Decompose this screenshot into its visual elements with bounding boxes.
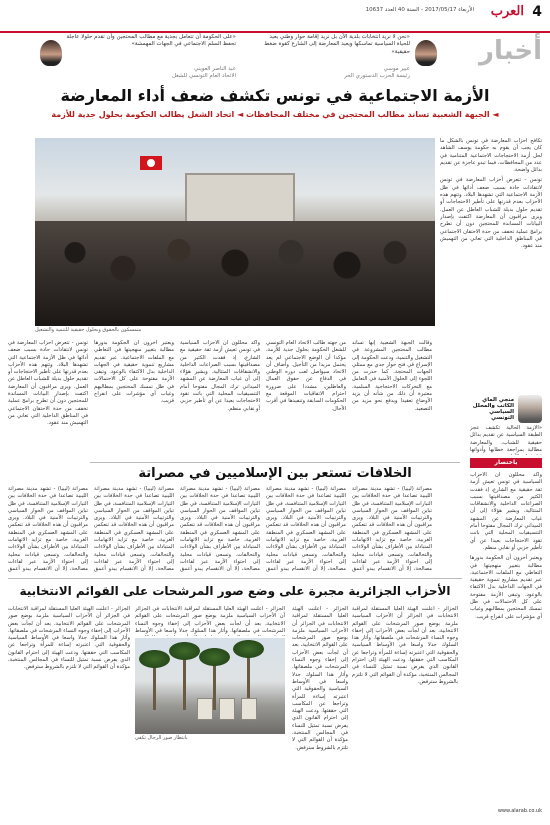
article-column	[266, 340, 346, 458]
article-column	[180, 486, 260, 572]
paragraph: مصراتة (ليبيا) - تشهد مدينة مصراتة الليبية تصاعدا في حدة الخلافات بين التيارات الإسلامية المتنافسة، في ظل تباين المواقف من الحوار السياسي والترتيبات الأمنية في البلاد. ويرى مراقبون أن هذه الخلافات قد تنعكس على المشهد العسكري في المنطقة الغربية، خاصة مع تزايد الاتهامات المتبادلة بين الأطراف بشأن الولاءات والتحالفات. وتسعى قيادات محلية إلى احتواء الأزمة عبر لقاءات مصالحة، إلا أن الانقسام يبدو أعمق	[180, 486, 260, 572]
avatar	[40, 40, 62, 66]
tunisian-flag-icon	[140, 156, 162, 170]
sidebar-quote-text: «الأزمة الحالية تكشف عجز الطبقة السياسية عن تقديم بدائل حقيقية للشباب، والمعارضة مطالبة بمراجعة خطابها وأدواتها	[470, 425, 542, 453]
lead-text: تكافح أحزاب المعارضة في تونس بالشكل ما كان يجب أن يقوم به حكومة يوسف الشاهد لحل أزمة الاحتجاجات الاجتماعية المتنامية في عدد من المحافظات، فيما تبدو عاجزة عن تقديم بدائل واضحة.	[440, 138, 542, 174]
page-number: 4	[532, 4, 542, 20]
article-headline: الأحزاب الجزائرية مجبرة على وضع صور المرشحات على القوائم الانتخابية	[19, 584, 451, 598]
paragraph: مصراتة (ليبيا) - تشهد مدينة مصراتة الليبية تصاعدا في حدة الخلافات بين التيارات الإسلامية المتنافسة، في ظل تباين المواقف من الحوار السياسي والترتيبات الأمنية في البلاد. ويرى مراقبون أن هذه الخلافات قد تنعكس على المشهد العسكري في المنطقة الغربية، خاصة مع تزايد الاتهامات المتبادلة بين الأطراف بشأن الولاءات والتحالفات. وتسعى قيادات محلية إلى احتواء الأزمة عبر لقاءات مصالحة، إلا أن الانقسام يبدو أعمق	[266, 486, 346, 572]
article-column	[266, 486, 346, 572]
paragraph: وأكد محللون أن الأحزاب السياسية في تونس تعيش أزمة ثقة حقيقية مع الشارع، إذ فقدت الكثير من مصداقيتها بسبب الصراعات الداخلية والانشقاقات المتتالية. ويشير هؤلاء إلى أن غياب المعارضة عن المشهد الميداني ترك المجال مفتوحا أمام التنسيقيات المحلية التي باتت تقود الاحتجاجات بعيدا عن أي تأطير حزبي أو نقابي منظم.	[470, 472, 542, 551]
election-photo	[135, 638, 285, 734]
paragraph: الجزائر - أعلنت الهيئة العليا المستقلة لمراقبة الانتخابات في الجزائر أن الأحزاب السياسية ملزمة بوضع صور المرشحات على القوائم الانتخابية، بعد أن لجأت بعض الأحزاب إلى إخفاء وجوه النساء المرشحات في ملصقاتها. وأثار هذا السلوك جدلا واسعا في الأوساط السياسية والحقوقية التي اعتبرته إساءة للمرأة وتراجعا عن المكاسب التي حققتها. ودعت الهيئة إلى احترام القانون الذي يفرض نسبة تمثيل للنساء في المجالس المنتخبة، مؤكدة أن القوائم التي لا تلتزم بالشروط سترفض.	[352, 606, 458, 685]
article-column	[8, 606, 130, 806]
article-column	[94, 486, 174, 572]
paragraph: من جهته طالب الاتحاد العام التونسي للشغل الحكومة بحلول جدية للأزمة، مؤكدا أن الوضع الاجتماعي لم يعد يحتمل مزيدا من التأجيل. وأضاف أن الاتحاد سيواصل لعب دوره الوطني في الدفاع عن حقوق العمال والعاطلين، مشددا على ضرورة احترام الاتفاقيات الموقعة مع الحكومات السابقة وتنفيذها في أقرب الآجال.	[266, 340, 346, 412]
pull-quote	[255, 32, 410, 80]
author-portrait	[518, 395, 542, 423]
palm-tree-shape	[213, 660, 216, 710]
subheadline: ◄ الجبهة الشعبية تساند مطالب المحتجين في مختلف المحافظات ◄ اتحاد الشغل يطالب الحكومة بحلول جدية للأزمة	[51, 110, 499, 119]
quote-name: عبير موسي	[383, 66, 410, 72]
dateline: الأربعاء 2017/05/17 - السنة 40 العدد 10637	[365, 7, 474, 13]
photo-caption: متمسكون بالحقوق وبحلول حقيقية للتنمية والتشغيل	[35, 327, 142, 333]
protest-photo	[35, 138, 435, 326]
lead-paragraph	[372, 130, 542, 136]
campaign-board-shape	[241, 698, 257, 720]
article-column	[352, 486, 432, 572]
quote-text: «نحن لا نريد انتخابات بلدية الآن بل نريد إقامة حوار وطني يعيد للحياة السياسية تماسكها ويعيد المعارضة إلى الشارع كقوة ضغط حقيقية»	[264, 34, 410, 55]
main-headline: الأزمة الاجتماعية في تونس تكشف ضعف أداء المعارضة	[60, 86, 490, 105]
quote-text: «على الحكومة أن تتعامل بجدية مع مطالب المحتجين وأن تقدم حلولا عاجلة تحفظ السلم الاجتماعي في الجهات المهمشة»	[66, 34, 236, 48]
photo-caption: بانتظار صور الرجال تكفي	[135, 735, 188, 741]
palm-tree-shape	[153, 662, 156, 710]
paragraph: وأكد محللون أن الأحزاب السياسية في تونس تعيش أزمة ثقة حقيقية مع الشارع، إذ فقدت الكثير من مصداقيتها بسبب الصراعات الداخلية والانشقاقات المتتالية. ويشير هؤلاء إلى أن غياب المعارضة عن المشهد الميداني ترك المجال مفتوحا أمام التنسيقيات المحلية التي باتت تقود الاحتجاجات بعيدا عن أي تأطير حزبي أو نقابي منظم.	[180, 340, 260, 412]
article-column	[8, 340, 88, 458]
paragraph: تونس - تتعرض أحزاب المعارضة في تونس لانتقادات حادة بسبب ضعف أدائها في ظل الأزمة الاجتماعية التي تشهدها البلاد. وتتهم هذه الأحزاب بعدم قدرتها على تأطير الاحتجاجات أو تقديم حلول بديلة للشباب العاطل عن العمل. ويرى مراقبون أن المعارضة اكتفت بإصدار البيانات المساندة للمحتجين دون أن تطرح برامج عملية تخفف من حدة الاحتقان الاجتماعي في المناطق الداخلية التي تعاني من التهميش منذ عقود.	[8, 340, 88, 427]
campaign-board-shape	[219, 698, 235, 720]
article-column	[180, 340, 260, 458]
article-headline: الخلافات تستعر بين الإسلاميين في مصراتة	[138, 466, 412, 481]
divider	[8, 578, 462, 579]
article-column	[94, 340, 174, 458]
avatar	[415, 40, 437, 66]
paragraph: الجزائر - أعلنت الهيئة العليا المستقلة لمراقبة الانتخابات في الجزائر أن الأحزاب السياسية ملزمة بوضع صور المرشحات على القوائم الانتخابية، بعد أن لجأت بعض الأحزاب إلى إخفاء وجوه النساء المرشحات في ملصقاتها. وأثار هذا السلوك جدلا واسعا في الأوساط السياسية والحقوقية التي اعتبرته إساءة للمرأة وتراجعا عن المكاسب التي حققتها. ودعت الهيئة إلى احترام القانون الذي يفرض نسبة تمثيل للنساء في المجالس المنتخبة، مؤكدة أن القوائم التي لا تلتزم بالشروط سترفض.	[8, 606, 130, 671]
sidebar-label: باختصار	[470, 458, 542, 468]
paragraph: الجزائر - أعلنت الهيئة العليا المستقلة لمراقبة الانتخابات في الجزائر أن الأحزاب السياسية ملزمة بوضع صور المرشحات على القوائم الانتخابية، بعد أن لجأت بعض الأحزاب إلى إخفاء وجوه النساء المرشحات في ملصقاتها. وأثار هذا السلوك جدلا واسعا في الأوساط	[135, 606, 285, 634]
masthead	[0, 0, 550, 33]
article-column	[8, 486, 88, 572]
sidebar-column	[470, 472, 542, 802]
paragraph: وقالت الجبهة الشعبية إنها تساند مطالب المحتجين المشروعة في التشغيل والتنمية، ودعت الحكومة إلى الإسراع في فتح حوار جدي مع ممثلي الجهات المحتجة. كما حذرت من اللجوء إلى الحلول الأمنية في التعامل مع التحركات الاحتجاجية السلمية، معتبرة أن ذلك من شأنه أن يزيد الأوضاع تعقيدا ويدفع نحو مزيد من التصعيد.	[352, 340, 432, 412]
quote-role: الاتحاد العام التونسي للشغل	[171, 73, 236, 79]
quote-name: عبد الناصر العويني	[193, 66, 236, 72]
author-name: منجي الماي الكاتب والمحلل السياسي التونسي	[472, 397, 514, 421]
paragraph: مصراتة (ليبيا) - تشهد مدينة مصراتة الليبية تصاعدا في حدة الخلافات بين التيارات الإسلامية المتنافسة، في ظل تباين المواقف من الحوار السياسي والترتيبات الأمنية في البلاد. ويرى مراقبون أن هذه الخلافات قد تنعكس على المشهد العسكري في المنطقة الغربية، خاصة مع تزايد الاتهامات المتبادلة بين الأطراف بشأن الولاءات والتحالفات. وتسعى قيادات محلية إلى احتواء الأزمة عبر لقاءات مصالحة، إلا أن الانقسام يبدو أعمق	[94, 486, 174, 572]
paragraph: ويعتبر آخرون أن الحكومة بدورها مطالبة بتغيير منهجيتها في التعاطي مع الملفات الاجتماعية، عبر تقديم مشاريع تنموية حقيقية في الجهات الداخلية بدل الاكتفاء بالوعود. وتبقى الأزمة مفتوحة على كل الاحتمالات في ظل تمسك المحتجين بمطالبهم وغياب أي مؤشرات على انفراج قريب.	[94, 340, 174, 405]
paragraph: الجزائر - أعلنت الهيئة العليا المستقلة لمراقبة الانتخابات في الجزائر أن الأحزاب السياسية ملزمة بوضع صور المرشحات على القوائم الانتخابية، بعد أن لجأت بعض الأحزاب إلى إخفاء وجوه النساء المرشحات في ملصقاتها. وأثار هذا السلوك جدلا واسعا في الأوساط السياسية والحقوقية التي اعتبرته إساءة للمرأة وتراجعا عن المكاسب التي حققتها. ودعت الهيئة إلى احترام القانون الذي يفرض نسبة تمثيل للنساء في المجالس المنتخبة، مؤكدة أن القوائم التي لا تلتزم بالشروط سترفض.	[292, 606, 348, 751]
quote-role: رئيسة الحزب الدستوري الحر	[344, 73, 410, 79]
pull-quote	[66, 32, 236, 80]
divider	[90, 462, 460, 463]
section-title: أخبار	[479, 36, 542, 66]
campaign-board-shape	[197, 698, 213, 720]
paragraph: مصراتة (ليبيا) - تشهد مدينة مصراتة الليبية تصاعدا في حدة الخلافات بين التيارات الإسلامية المتنافسة، في ظل تباين المواقف من الحوار السياسي والترتيبات الأمنية في البلاد. ويرى مراقبون أن هذه الخلافات قد تنعكس على المشهد العسكري في المنطقة الغربية، خاصة مع تزايد الاتهامات المتبادلة بين الأطراف بشأن الولاءات والتحالفات. وتسعى قيادات محلية إلى احتواء الأزمة عبر لقاءات مصالحة، إلا أن الانقسام يبدو أعمق	[8, 486, 88, 572]
paragraph: مصراتة (ليبيا) - تشهد مدينة مصراتة الليبية تصاعدا في حدة الخلافات بين التيارات الإسلامية المتنافسة، في ظل تباين المواقف من الحوار السياسي والترتيبات الأمنية في البلاد. ويرى مراقبون أن هذه الخلافات قد تنعكس على المشهد العسكري في المنطقة الغربية، خاصة مع تزايد الاتهامات المتبادلة بين الأطراف بشأن الولاءات والتحالفات. وتسعى قيادات محلية إلى احتواء الأزمة عبر لقاءات مصالحة، إلا أن الانقسام يبدو أعمق	[352, 486, 432, 572]
article-column	[352, 606, 458, 806]
crowd-shape	[35, 221, 435, 326]
sidebar-quote	[470, 425, 542, 455]
paragraph: ويعتبر آخرون أن الحكومة بدورها مطالبة بتغيير منهجيتها في التعاطي مع الملفات الاجتماعية، عبر تقديم مشاريع تنموية حقيقية في الجهات الداخلية بدل الاكتفاء بالوعود. وتبقى الأزمة مفتوحة على كل الاحتمالات في ظل تمسك المحتجين بمطالبهم وغياب أي مؤشرات على انفراج قريب.	[470, 555, 542, 620]
paragraph: تونس - تتعرض أحزاب المعارضة في تونس لانتقادات حادة بسبب ضعف أدائها في ظل الأزمة الاجتماعية التي تشهدها البلاد. وتتهم هذه الأحزاب بعدم قدرتها على تأطير الاحتجاجات أو تقديم حلول بديلة للشباب العاطل عن العمل. ويرى مراقبون أن المعارضة اكتفت بإصدار البيانات المساندة للمحتجين دون أن تطرح برامج عملية تخفف من حدة الاحتقان الاجتماعي في المناطق الداخلية التي تعاني من التهميش منذ عقود.	[440, 177, 542, 250]
article-column	[352, 340, 432, 458]
website-link[interactable]: www.alarab.co.uk	[497, 808, 542, 814]
article-column	[135, 606, 285, 636]
article-column	[292, 606, 348, 806]
building-shape	[185, 173, 295, 228]
article-column	[440, 138, 542, 388]
palm-tree-shape	[183, 654, 186, 710]
newspaper-logo: العرب	[490, 4, 524, 19]
